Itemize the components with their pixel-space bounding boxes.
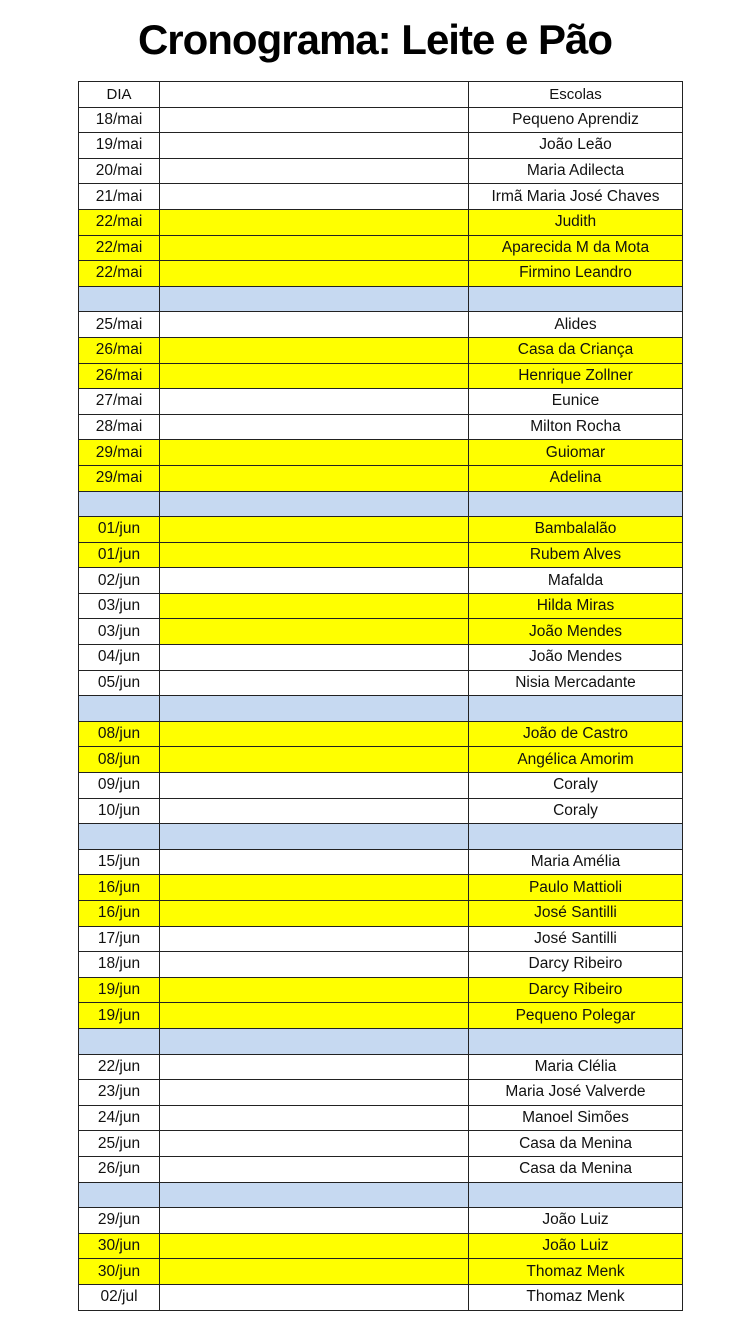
table-row <box>79 1003 683 1029</box>
blank-cell <box>160 337 469 363</box>
day-cell: 09/jun <box>79 773 160 799</box>
blank-cell <box>160 645 469 671</box>
blank-cell <box>160 542 469 568</box>
day-cell <box>79 1182 160 1208</box>
blank-cell <box>160 286 469 312</box>
separator-row <box>79 491 683 517</box>
day-cell: 28/mai <box>79 414 160 440</box>
school-cell: Thomaz Menk <box>469 1259 683 1285</box>
table-row <box>79 414 683 440</box>
blank-cell <box>160 670 469 696</box>
separator-row <box>79 1182 683 1208</box>
blank-cell <box>160 619 469 645</box>
blank-cell <box>160 721 469 747</box>
school-cell: Hilda Miras <box>469 593 683 619</box>
day-cell: 22/mai <box>79 235 160 261</box>
day-cell <box>79 696 160 722</box>
day-cell: 29/mai <box>79 440 160 466</box>
school-cell: Judith <box>469 209 683 235</box>
school-cell: José Santilli <box>469 901 683 927</box>
school-cell: João Mendes <box>469 645 683 671</box>
school-cell: Darcy Ribeiro <box>469 952 683 978</box>
table-row <box>79 901 683 927</box>
blank-cell <box>160 209 469 235</box>
school-cell: Coraly <box>469 798 683 824</box>
school-cell <box>469 1028 683 1054</box>
blank-cell <box>160 1156 469 1182</box>
blank-cell <box>160 952 469 978</box>
table-row <box>79 261 683 287</box>
table-row <box>79 363 683 389</box>
day-cell: 19/mai <box>79 133 160 159</box>
school-cell <box>469 696 683 722</box>
blank-cell <box>160 696 469 722</box>
school-cell: Casa da Menina <box>469 1156 683 1182</box>
header-middle <box>160 82 469 108</box>
day-cell: 26/jun <box>79 1156 160 1182</box>
blank-cell <box>160 107 469 133</box>
schedule-body <box>79 82 683 1311</box>
table-row <box>79 1105 683 1131</box>
table-row <box>79 1080 683 1106</box>
school-cell: Casa da Criança <box>469 337 683 363</box>
day-cell <box>79 824 160 850</box>
table-row <box>79 670 683 696</box>
table-row <box>79 1131 683 1157</box>
blank-cell <box>160 926 469 952</box>
separator-row <box>79 824 683 850</box>
table-row <box>79 645 683 671</box>
blank-cell <box>160 824 469 850</box>
day-cell: 02/jul <box>79 1284 160 1310</box>
school-cell: João Mendes <box>469 619 683 645</box>
table-row <box>79 593 683 619</box>
blank-cell <box>160 1182 469 1208</box>
school-cell <box>469 491 683 517</box>
school-cell: Rubem Alves <box>469 542 683 568</box>
table-row <box>79 926 683 952</box>
blank-cell <box>160 773 469 799</box>
day-cell: 30/jun <box>79 1259 160 1285</box>
school-cell <box>469 286 683 312</box>
school-cell <box>469 1182 683 1208</box>
school-cell: Paulo Mattioli <box>469 875 683 901</box>
school-cell: Darcy Ribeiro <box>469 977 683 1003</box>
table-row <box>79 977 683 1003</box>
school-cell: João Luiz <box>469 1208 683 1234</box>
day-cell: 26/mai <box>79 363 160 389</box>
table-row <box>79 875 683 901</box>
school-cell: Pequeno Polegar <box>469 1003 683 1029</box>
school-cell: Nisia Mercadante <box>469 670 683 696</box>
day-cell: 08/jun <box>79 721 160 747</box>
school-cell: Angélica Amorim <box>469 747 683 773</box>
school-cell: Guiomar <box>469 440 683 466</box>
table-row <box>79 773 683 799</box>
school-cell: João de Castro <box>469 721 683 747</box>
school-cell: Milton Rocha <box>469 414 683 440</box>
school-cell: Casa da Menina <box>469 1131 683 1157</box>
blank-cell <box>160 568 469 594</box>
separator-row <box>79 1028 683 1054</box>
blank-cell <box>160 1003 469 1029</box>
blank-cell <box>160 747 469 773</box>
day-cell: 22/mai <box>79 209 160 235</box>
school-cell: José Santilli <box>469 926 683 952</box>
school-cell: Mafalda <box>469 568 683 594</box>
blank-cell <box>160 389 469 415</box>
school-cell: Maria Adilecta <box>469 158 683 184</box>
day-cell: 01/jun <box>79 517 160 543</box>
school-cell: Henrique Zollner <box>469 363 683 389</box>
table-row <box>79 209 683 235</box>
table-row <box>79 798 683 824</box>
table-header-row <box>79 82 683 108</box>
table-row <box>79 312 683 338</box>
day-cell: 30/jun <box>79 1233 160 1259</box>
school-cell: Maria José Valverde <box>469 1080 683 1106</box>
table-row <box>79 1054 683 1080</box>
day-cell: 03/jun <box>79 619 160 645</box>
blank-cell <box>160 1105 469 1131</box>
table-row <box>79 517 683 543</box>
table-row <box>79 1284 683 1310</box>
school-cell: Aparecida M da Mota <box>469 235 683 261</box>
day-cell: 16/jun <box>79 901 160 927</box>
blank-cell <box>160 261 469 287</box>
table-row <box>79 542 683 568</box>
school-cell: Manoel Simões <box>469 1105 683 1131</box>
school-cell: Alides <box>469 312 683 338</box>
blank-cell <box>160 133 469 159</box>
day-cell <box>79 286 160 312</box>
blank-cell <box>160 158 469 184</box>
blank-cell <box>160 440 469 466</box>
blank-cell <box>160 1208 469 1234</box>
day-cell: 02/jun <box>79 568 160 594</box>
day-cell: 17/jun <box>79 926 160 952</box>
blank-cell <box>160 465 469 491</box>
table-row <box>79 568 683 594</box>
blank-cell <box>160 849 469 875</box>
blank-cell <box>160 363 469 389</box>
table-row <box>79 465 683 491</box>
school-cell: Bambalalão <box>469 517 683 543</box>
day-cell: 27/mai <box>79 389 160 415</box>
day-cell: 15/jun <box>79 849 160 875</box>
blank-cell <box>160 977 469 1003</box>
day-cell: 22/mai <box>79 261 160 287</box>
day-cell <box>79 1028 160 1054</box>
table-row <box>79 1233 683 1259</box>
table-row <box>79 107 683 133</box>
blank-cell <box>160 901 469 927</box>
table-row <box>79 1208 683 1234</box>
table-row <box>79 721 683 747</box>
blank-cell <box>160 184 469 210</box>
blank-cell <box>160 875 469 901</box>
page-title: Cronograma: Leite e Pão <box>137 16 613 63</box>
day-cell: 10/jun <box>79 798 160 824</box>
day-cell: 21/mai <box>79 184 160 210</box>
day-cell: 29/mai <box>79 465 160 491</box>
school-cell: Thomaz Menk <box>469 1284 683 1310</box>
school-cell: João Leão <box>469 133 683 159</box>
school-cell: Eunice <box>469 389 683 415</box>
blank-cell <box>160 1054 469 1080</box>
blank-cell <box>160 1028 469 1054</box>
blank-cell <box>160 414 469 440</box>
table-row <box>79 440 683 466</box>
day-cell: 18/jun <box>79 952 160 978</box>
table-row <box>79 184 683 210</box>
school-cell: Maria Amélia <box>469 849 683 875</box>
blank-cell <box>160 517 469 543</box>
table-row <box>79 849 683 875</box>
day-cell: 25/mai <box>79 312 160 338</box>
day-cell: 22/jun <box>79 1054 160 1080</box>
school-cell: Adelina <box>469 465 683 491</box>
day-cell: 19/jun <box>79 1003 160 1029</box>
schedule-table <box>78 81 683 1311</box>
blank-cell <box>160 593 469 619</box>
school-cell: Firmino Leandro <box>469 261 683 287</box>
table-row <box>79 158 683 184</box>
day-cell: 18/mai <box>79 107 160 133</box>
day-cell: 24/jun <box>79 1105 160 1131</box>
table-row <box>79 952 683 978</box>
day-cell: 29/jun <box>79 1208 160 1234</box>
blank-cell <box>160 798 469 824</box>
table-row <box>79 1156 683 1182</box>
day-cell: 20/mai <box>79 158 160 184</box>
day-cell: 08/jun <box>79 747 160 773</box>
day-cell <box>79 491 160 517</box>
blank-cell <box>160 312 469 338</box>
separator-row <box>79 286 683 312</box>
day-cell: 05/jun <box>79 670 160 696</box>
school-cell: João Luiz <box>469 1233 683 1259</box>
table-row <box>79 337 683 363</box>
school-cell <box>469 824 683 850</box>
blank-cell <box>160 1233 469 1259</box>
day-cell: 26/mai <box>79 337 160 363</box>
blank-cell <box>160 1284 469 1310</box>
table-row <box>79 133 683 159</box>
table-row <box>79 619 683 645</box>
header-schools: Escolas <box>469 82 683 108</box>
header-day: DIA <box>79 82 160 108</box>
table-row <box>79 1259 683 1285</box>
blank-cell <box>160 491 469 517</box>
day-cell: 19/jun <box>79 977 160 1003</box>
day-cell: 23/jun <box>79 1080 160 1106</box>
blank-cell <box>160 1131 469 1157</box>
day-cell: 01/jun <box>79 542 160 568</box>
day-cell: 04/jun <box>79 645 160 671</box>
table-row <box>79 747 683 773</box>
day-cell: 25/jun <box>79 1131 160 1157</box>
school-cell: Pequeno Aprendiz <box>469 107 683 133</box>
blank-cell <box>160 235 469 261</box>
day-cell: 03/jun <box>79 593 160 619</box>
school-cell: Coraly <box>469 773 683 799</box>
table-row <box>79 235 683 261</box>
school-cell: Maria Clélia <box>469 1054 683 1080</box>
school-cell: Irmã Maria José Chaves <box>469 184 683 210</box>
separator-row <box>79 696 683 722</box>
day-cell: 16/jun <box>79 875 160 901</box>
blank-cell <box>160 1259 469 1285</box>
blank-cell <box>160 1080 469 1106</box>
table-row <box>79 389 683 415</box>
